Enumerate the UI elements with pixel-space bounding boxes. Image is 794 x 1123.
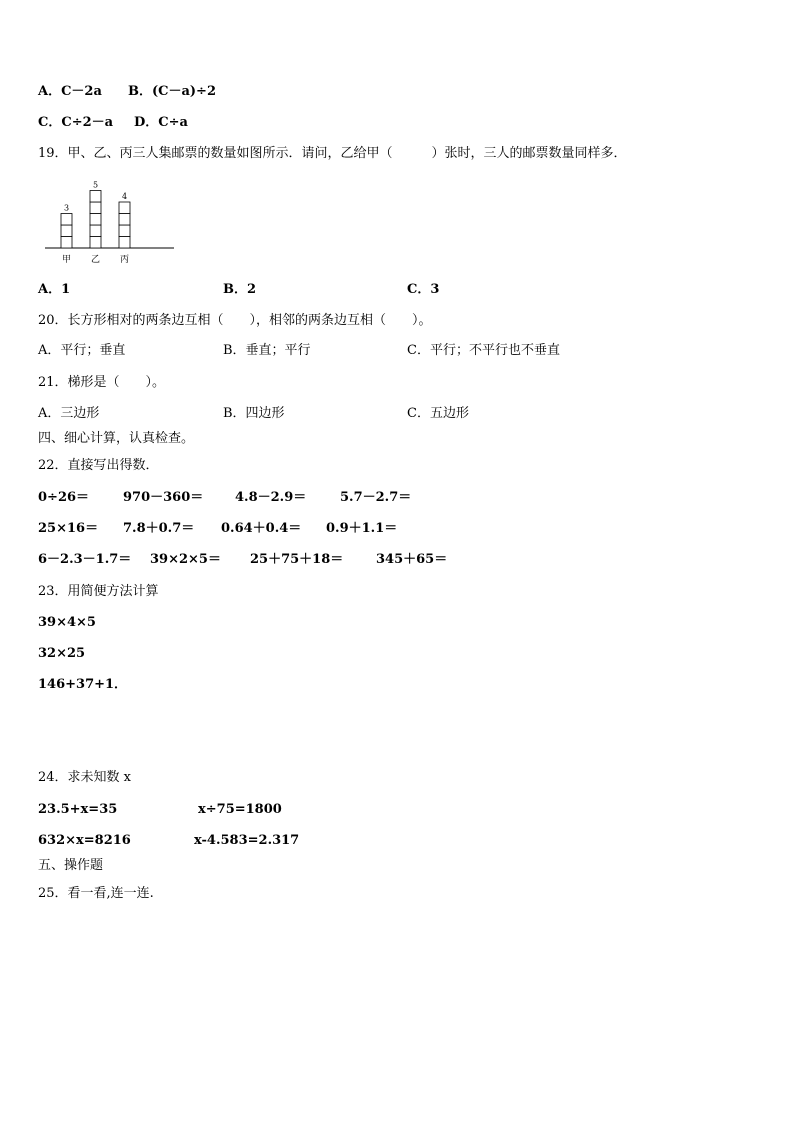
q24-eq-4: x-4.583=2.317 bbox=[194, 833, 300, 848]
q22-stem: 22．直接写出得数． bbox=[38, 458, 159, 473]
bar-2-unit-1 bbox=[90, 237, 101, 249]
q21-option-b: B．四边形 bbox=[223, 406, 285, 421]
bar-1-unit-3 bbox=[61, 214, 72, 226]
q21-option-c: C．五边形 bbox=[407, 406, 469, 421]
q23-item-1: 39×4×5 bbox=[38, 615, 96, 630]
section4-heading: 四、细心计算，认真检查。 bbox=[38, 431, 195, 446]
bar-3-unit-2 bbox=[119, 225, 130, 237]
q22-r1-c2: 970－360＝ bbox=[123, 490, 204, 505]
q19-option-b: B．2 bbox=[223, 282, 257, 297]
q24-stem: 24．求未知数 x bbox=[38, 770, 132, 785]
q18-option-a: A．C－2a bbox=[38, 84, 102, 99]
bar-1-unit-2 bbox=[61, 225, 72, 237]
q20-option-a: A．平行；垂直 bbox=[38, 343, 126, 358]
section5-heading: 五、操作题 bbox=[38, 858, 104, 873]
bar-2-unit-5 bbox=[90, 191, 101, 203]
q24-eq-2: x÷75=1800 bbox=[198, 802, 282, 817]
q21-stem: 21．梯形是（ ）。 bbox=[38, 375, 166, 390]
q18-option-c: C．C÷2－a bbox=[38, 115, 114, 130]
q20-option-b: B．垂直；平行 bbox=[223, 343, 311, 358]
q22-r3-c1: 6－2.3－1.7＝ bbox=[38, 552, 132, 567]
q18-option-d: D．C÷a bbox=[134, 115, 188, 130]
bar-2-unit-4 bbox=[90, 202, 101, 214]
q19-option-c: C．3 bbox=[407, 282, 440, 297]
q22-r2-c1: 25×16＝ bbox=[38, 521, 99, 536]
q22-r1-c3: 4.8－2.9＝ bbox=[235, 490, 307, 505]
stamp-bar-chart bbox=[40, 172, 180, 272]
q22-r3-c4: 345＋65＝ bbox=[376, 552, 448, 567]
q21-option-a: A．三边形 bbox=[38, 406, 100, 421]
q22-r2-c2: 7.8＋0.7＝ bbox=[123, 521, 195, 536]
bar-3-unit-1 bbox=[119, 237, 130, 249]
q22-r3-c2: 39×2×5＝ bbox=[150, 552, 221, 567]
q22-r1-c4: 5.7－2.7＝ bbox=[340, 490, 412, 505]
q25-stem: 25．看一看,连一连. bbox=[38, 886, 154, 901]
q19-stem: 19．甲、乙、丙三人集邮票的数量如图所示．请问，乙给甲（ ）张时，三人的邮票数量同样多． bbox=[38, 146, 627, 161]
data-label-2: 5 bbox=[92, 180, 99, 190]
q23-item-3: 146+37+1． bbox=[38, 677, 128, 692]
q22-r1-c1: 0÷26＝ bbox=[38, 490, 90, 505]
q18-option-b: B．(C－a)÷2 bbox=[128, 84, 216, 99]
bar-1-unit-1 bbox=[61, 237, 72, 249]
category-label-3: 丙 bbox=[119, 255, 130, 265]
bar-2-unit-3 bbox=[90, 214, 101, 226]
data-label-3: 4 bbox=[121, 192, 128, 201]
category-label-1: 甲 bbox=[61, 255, 72, 265]
bar-3-unit-3 bbox=[119, 214, 130, 226]
q23-stem: 23．用简便方法计算 bbox=[38, 584, 159, 599]
data-label-1: 3 bbox=[63, 203, 70, 213]
category-label-2: 乙 bbox=[90, 255, 101, 265]
q22-r2-c3: 0.64＋0.4＝ bbox=[221, 521, 302, 536]
q20-option-c: C．平行；不平行也不垂直 bbox=[407, 343, 560, 358]
q24-eq-3: 632×x=8216 bbox=[38, 833, 131, 848]
q22-r2-c4: 0.9＋1.1＝ bbox=[326, 521, 398, 536]
q23-item-2: 32×25 bbox=[38, 646, 86, 661]
q19-option-a: A．1 bbox=[38, 282, 71, 297]
q24-eq-1: 23.5+x=35 bbox=[38, 802, 118, 817]
q20-stem: 20．长方形相对的两条边互相（ ），相邻的两条边互相（ ）。 bbox=[38, 313, 432, 328]
bar-3-unit-4 bbox=[119, 202, 130, 214]
bar-2-unit-2 bbox=[90, 225, 101, 237]
q22-r3-c3: 25＋75＋18＝ bbox=[250, 552, 344, 567]
